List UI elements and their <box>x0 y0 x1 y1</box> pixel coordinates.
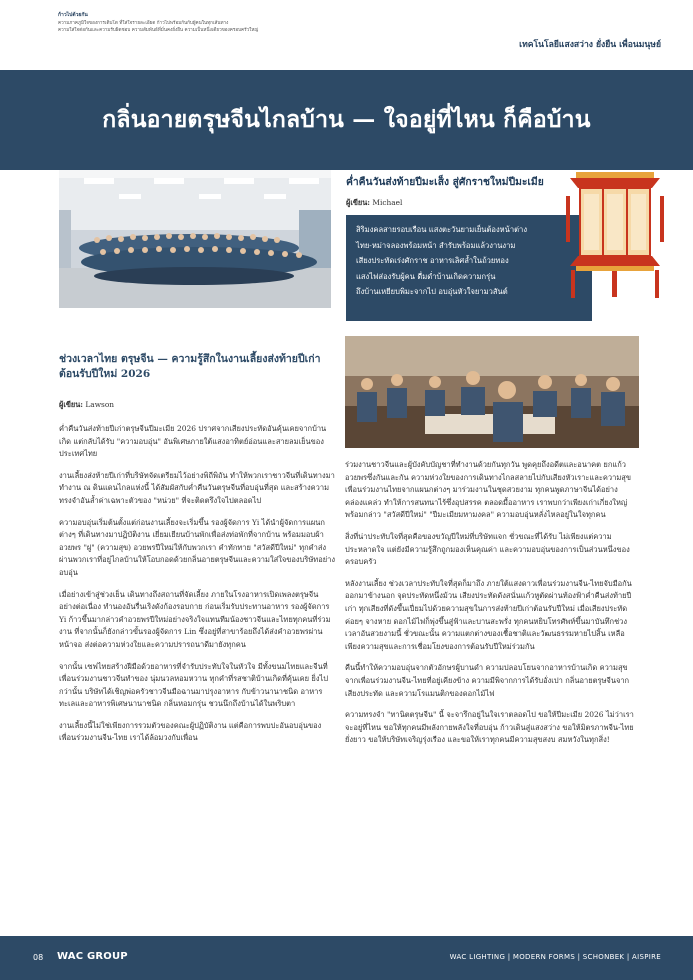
tagline-line: ความใส่ใจต่อกันและความรับผิดชอบ ความสัมพันธ์ที่มั่นคงยั่งยืน ความเป็นหนึ่งเดียวของครอบครัวใหญ่ <box>58 28 259 33</box>
group-photo <box>59 170 331 308</box>
paragraph: คืนนี้ทำให้ความอบอุ่นจากตัวอักษรผู้บานดำ ความปลอบโยนจากอาหารบ้านเกิด ความสุขจากเพื่อนร่วมงานจีน-ไทยที่อยู่เคียงข้าง ความมีพิจากการได้รับอั่งเปา กลิ่นอายตรุษจีนจากเสียงประทัด และความโรแมนติกของดอกไม้ไฟ <box>345 663 630 698</box>
paragraph: ร่วมงานชาวจีนและผู้บังคับบัญชาที่ทำงานด้วยกันทุกวัน พูดคุยถึงอดีตและอนาคต ยกแก้วอวยพรซึ่งกันและกัน ความห่วงใยของการเดินทางไกลสลายไปกับเสียงหัวเราะและความสุข เพื่อนร่วมงานไทยจากแผนกต่างๆ มาร่วมงานในชุดสวยงาม ทุกคนพูดภาษาจีนได้อย่างคล่องแคล่ว ทำให้การสนทนาไร้ซึ่งอุปสรรค ตลอดมื้ออาหาร เราพบกว่าเพียงเก่าเกี่ยงใหญ่ พร้อมกล่าว "สวัสดีปีใหม่" "ปีมะเมียมหามงคล" ความอบอุ่นหลั่งไหลอยู่ในใจทุกคน <box>345 460 631 520</box>
paragraph: สิ่งที่น่าประทับใจที่สุดคือของขวัญปีใหม่ที่บริษัทแจก ชั่วขณะที่ได้รับ ไม่เพียงแต่ความประหลาดใจ แต่ยังมีความรู้สึกถูกมองเห็นคุณค่า และความอบอุ่นของการเป็นส่วนหนึ่งของครอบครัว <box>345 531 630 567</box>
wac-group-logo: WAC GROUP <box>57 951 128 962</box>
dinner-photo <box>345 336 639 448</box>
article-right-column <box>345 459 639 756</box>
sidebar-author <box>346 197 402 209</box>
paragraph: ค่ำคืนวันส่งท้ายปีเก่าตรุษจีนปีมะเมีย 2026 ปราศจากเสียงประทัดอันคุ้นเคยจากบ้านเกิด แต่กลับได้รับ "ความอบอุ่น" อันพิเศษภายใต้แสงอาทิตย์อ่อนและสายลมเย็นของประเทศไทย <box>59 424 327 459</box>
dinner-photo-illustration <box>345 336 639 448</box>
paragraph: งานเลี้ยงนี้ไม่ใช่เพียงการรวมตัวของคณะผู้ปฏิบัติงาน แต่คือการพบปะอันอบอุ่นของเพื่อนร่วมงานจีน-ไทย เราได้ล้อมวงกับเพื่อน <box>59 720 322 743</box>
poem-line: แสงไฟส่องรับผู้คน ดื่มด่ำบ้านเกิดความกรุ่น <box>356 271 496 281</box>
paragraph: จากนั้น เซฟไทยสร้างฝีมือด้วยอาหารที่จำรับประทับใจในหัวใจ มีทั้งขนมไทยและจีนที่เพื่อนร่วมงานชาวจีนทำของ นุ่มนวลหอมหวาน ทุกคำที่รสชาติบ้านเกิดที่คุ้นเคย ยิ่งไปกว่านั้น บริษัทได้เชิญพ่อครัวชาวจีนมือฉานมาปรุงอาหาร กับข้าวนานาชนิด อาหารทะเลและอาหารพิเศษนานาชนิด กลิ่นหอมกรุ่น ชวนนึกถึงบ้านได้ในพริบตา <box>59 661 329 709</box>
paragraph: หลังงานเลี้ยง ช่วงเวลาประทับใจที่สุดก็มาถึง ภายใต้แสงดาวเพื่อนร่วมงานจีน-ไทยจับมือกันออกมาข้างนอก จุดประทัดหนึ่งม้วน เสียงประทัดดังสนั่นแก้วหูตัดผ่านท้องฟ้าค่ำคืนส่งท้ายปีเก่า ทุกเสียงที่ดังขึ้นเปี่ยมไปด้วยความสุขในการส่งท้ายปีเก่าต้อนรับปีใหม่ เมื่อเสียงประทัดค่อยๆ จางหาย ดอกไม้ไฟก็พุ่งขึ้นสู่ฟ้าและบานสะพรั่ง ทุกคนหยิบโทรศัพท์ขึ้นมาบันทึกช่วงเวลาอันสวยงามนี้ ชั่วขณะนั้น ความแตกต่างของเชื้อชาติและวัฒนธรรมหายไปสิ้น เหลือเพียงความสุขและการเชื่อมโยงของการต้อนรับปีใหม่ร่วมกัน <box>345 578 632 651</box>
publication-name: ก้าวไปด้วยกัน <box>58 12 88 18</box>
page-footer <box>0 936 693 980</box>
paragraph: งานเลี้ยงส่งท้ายปีเก่าที่บริษัทจัดเตรียมไว้อย่างพิถีพิถัน ทำให้พวกเราชาวจีนที่เดินทางมาทำงาน ณ ดินแดนไกลแห่งนี้ ได้สัมผัสกับค่ำคืนวันตรุษจีนที่อบอุ่นที่สุด และสร้างความทรงจำอันล้ำค่าเฉพาะตัวของ "หน่วย" ที่จะติดตรึงใจไปตลอดไป <box>59 470 335 505</box>
poem-line: เสียงประทัดเร่งศักราช อาหารเลิศล้ำในถ้วยทอง <box>356 256 509 266</box>
author-label: ผู้เขียน: <box>59 400 84 409</box>
tagline-line: ความภาคภูมิใจของการเติบโต ที่ใส่ใจรายละเอียด ก้าวไปพร้อมกันกับผู้คนในทุกเส้นทาง <box>58 20 229 26</box>
group-photo-illustration <box>59 170 331 308</box>
page-title: กลิ่นอายตรุษจีนไกลบ้าน — ใจอยู่ที่ไหน ก็คือบ้าน <box>102 106 591 133</box>
paragraph: ความอบอุ่นเริ่มต้นตั้งแต่ก่อนงานเลี้ยงจะเริ่มขึ้น รองผู้จัดการ Yi ได้นำผู้จัดการแผนกต่างๆ ที่เดินทางมาปฏิบัติงาน เยี่ยมเยียนบ้านพักเพื่อส่งท่อพักที่จากบ้าน พร้อมมอบผ้าอวยพร "ฝู" (ความสุข) อวยพรปีใหม่ให้กับพวกเรา คำทักทาย "สวัสดีปีใหม่" ทุกคำส่งผ่านพวกเราที่อยู่ไกลบ้านให้โอบกอดด้วยกลิ่นอายตรุษจีนและความใส่ใจของบริษัทอย่างอบอุ่น <box>59 517 335 577</box>
poem-line: สิริมงคลสายรอบเรือน แสงตะวันยามเย็นต้องหน้าต่าง <box>356 225 528 234</box>
article-title: ช่วงเวลาไทย ตรุษจีน — ความรู้สึกในงานเลี้ยงส่งท้ายปีเก่าต้อนรับปีใหม่ 2026 <box>59 353 321 380</box>
author-name: Lawson <box>85 400 115 409</box>
sidebar-title: ค่ำคืนวันส่งท้ายปีมะเส็ง สู่ศักราชใหม่ปีมะเมีย <box>346 176 544 188</box>
poem-line: ไทย-หม่าจลองพร้อมหน้า สำรับพร้อมแล้วงานงาม <box>356 240 516 250</box>
paragraph: ความทรงจำ "ทานิตตรุษจีน" นี้ จะจารึกอยู่ในใจเราตลอดไป ขอให้ปีมะเมีย 2026 ไม่ว่าเราจะอยู่ที่ไหน ขอให้ทุกคนมีพลังกายพลังใจที่อบอุ่น ก้าวเดินสู่แสงสว่าง ขอให้มิตรภาพจีน-ไทยยั่งยาว ขอให้บริษัทเจริญรุ่งเรือง และขอให้เราทุกคนมีความสุขสงบ สมหวังในทุกสิ่ง! <box>345 710 634 745</box>
article-author <box>59 399 114 411</box>
title-banner <box>0 70 693 170</box>
section-label: เทคโนโลยีแสงสว่าง ยั่งยืน เพื่อนมนุษย์ <box>519 40 661 50</box>
author-name: Michael <box>372 198 403 207</box>
author-label: ผู้เขียน: <box>346 198 371 207</box>
header-block <box>58 12 478 35</box>
article-left-column <box>59 423 335 754</box>
page-number: 08 <box>33 953 44 962</box>
brand-list: WAC LIGHTING | MODERN FORMS | SCHONBEK | AISPIRE <box>449 953 661 961</box>
poem-line: ถึงบ้านเหยียบพิมะจากไป อบอุ่นหัวใจยามวสันต์ <box>356 287 508 297</box>
lantern-icon <box>556 168 674 303</box>
paragraph: เมื่อย่างเข้าสู่ช่วงเย็น เดินทางถึงสถานที่จัดเลี้ยง ภายในโรงอาหารเปิดเพลงตรุษจีนอย่างต่อเนื่อง ทำนองอันรื่นเริงดังก้องรอบกาย ก่อนเริ่มรับประทานอาหาร รองผู้จัดการ Yi ก้าวขึ้นมากล่าวคำอวยพรปีใหม่อย่างจริงใจแทนทีมน้องชาวจีนและไทยทุกคนที่ร่วมงาน ที่จากนั้นก็ยังกล่าวขั้นรองผู้จัดการ Lin ซึ่งอยู่ที่สาขาร้อยถึงได้ส่งคำอวยพรผ่านหน้าจอ ส่งต่อความห่วงใยและความปรารถนาดีมายังทุกคน <box>59 589 331 649</box>
